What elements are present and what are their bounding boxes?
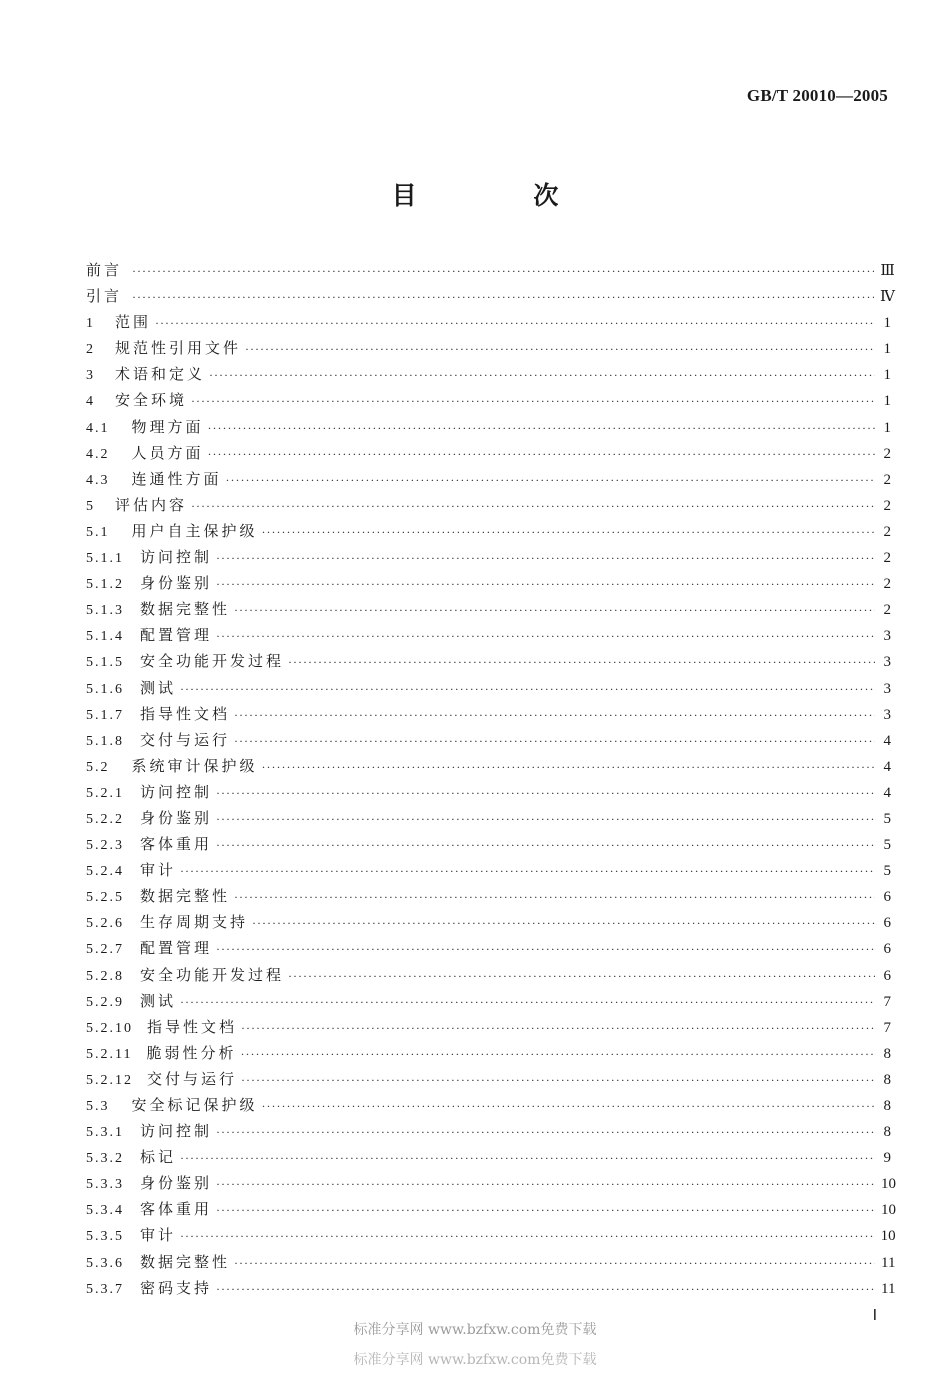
toc-entry-page: 8	[883, 1124, 891, 1141]
toc-entry-title: 交付与运行	[147, 1069, 238, 1088]
toc-entry-page: 3	[883, 654, 891, 671]
toc-entry-page: 6	[883, 915, 891, 932]
toc-entry-title: 交付与运行	[140, 730, 231, 749]
dot-leader	[216, 623, 875, 649]
toc-entry[interactable]	[86, 466, 891, 492]
toc-entry-title: 安全功能开发过程	[140, 965, 285, 984]
table-of-contents	[86, 257, 896, 1301]
toc-entry-page: 9	[883, 1150, 891, 1167]
toc-entry-title: 标记	[140, 1148, 177, 1167]
dot-leader	[216, 832, 875, 858]
dot-leader	[245, 336, 875, 362]
toc-entry-page: 2	[883, 550, 891, 567]
toc-entry[interactable]	[86, 309, 891, 335]
toc-entry-title: 身份鉴别	[140, 574, 213, 593]
toc-entry-page: 6	[883, 967, 891, 984]
toc-entry-number: 5.2.11	[86, 1046, 133, 1062]
dot-leader	[216, 806, 875, 832]
toc-entry[interactable]	[86, 857, 891, 883]
dot-leader	[180, 858, 875, 884]
toc-entry-number: 5.3.6	[86, 1255, 124, 1271]
dot-leader	[180, 1145, 875, 1171]
toc-entry-title: 身份鉴别	[140, 1174, 213, 1193]
toc-entry-number: 5.1	[86, 524, 110, 540]
toc-entry-number: 5.3.1	[86, 1125, 124, 1141]
toc-entry-page: 2	[883, 602, 891, 619]
dot-leader	[180, 676, 875, 702]
toc-entry[interactable]	[86, 648, 891, 674]
toc-entry-title: 规范性引用文件	[115, 339, 242, 358]
toc-entry-page: 5	[883, 837, 891, 854]
toc-entry-number: 5.2.8	[86, 968, 124, 984]
dot-leader	[241, 1041, 876, 1067]
toc-entry[interactable]	[86, 805, 891, 831]
toc-entry-title: 访问控制	[140, 782, 213, 801]
dot-leader	[155, 310, 875, 336]
toc-entry-page: 3	[883, 680, 891, 697]
toc-entry-title: 连通性方面	[131, 469, 222, 488]
dot-leader	[180, 989, 875, 1015]
toc-entry[interactable]	[86, 675, 891, 701]
toc-entry-page: 6	[883, 889, 891, 906]
toc-entry-title: 访问控制	[140, 548, 213, 567]
dot-leader	[209, 362, 875, 388]
dot-leader	[216, 936, 875, 962]
toc-entry-title: 数据完整性	[140, 887, 231, 906]
toc-entry-number: 5.1.1	[86, 551, 124, 567]
toc-entry[interactable]	[86, 1066, 891, 1092]
toc-entry-title: 配置管理	[140, 626, 213, 645]
watermark-text: 标准分享网 www.bzfxw.com免费下载	[353, 1322, 597, 1338]
toc-entry-page: 2	[883, 576, 891, 593]
toc-entry[interactable]	[86, 1092, 891, 1118]
toc-entry-number: 引言	[86, 287, 123, 306]
toc-entry[interactable]	[86, 727, 891, 753]
toc-entry-page: Ⅲ	[880, 263, 895, 279]
toc-entry-page: 1	[883, 341, 891, 358]
toc-entry-page: 7	[883, 993, 891, 1010]
toc-entry-title: 安全环境	[115, 391, 188, 410]
toc-entry-number: 5.2.10	[86, 1020, 133, 1036]
toc-entry[interactable]	[86, 1170, 896, 1196]
toc-entry-page: 10	[881, 1202, 896, 1219]
toc-entry-number: 1	[86, 316, 95, 332]
toc-entry-title: 安全功能开发过程	[140, 652, 285, 671]
toc-entry-title: 生存周期支持	[140, 913, 249, 932]
toc-entry-page: 8	[883, 1071, 891, 1088]
toc-entry-title: 身份鉴别	[140, 808, 213, 827]
toc-entry[interactable]	[86, 988, 891, 1014]
toc-entry-title: 评估内容	[115, 495, 188, 514]
toc-entry[interactable]	[86, 831, 891, 857]
toc-entry-title: 数据完整性	[140, 1252, 231, 1271]
toc-entry-number: 5.2.1	[86, 785, 124, 801]
toc-entry-number: 4.1	[86, 420, 110, 436]
document-code: GB/T 20010—2005	[746, 86, 888, 105]
toc-entry[interactable]	[86, 440, 891, 466]
page-number: Ⅰ	[872, 1308, 877, 1324]
toc-entry-number: 5.2.7	[86, 942, 124, 958]
toc-entry[interactable]	[86, 492, 891, 518]
toc-entry-page: 6	[883, 941, 891, 958]
toc-entry-number: 5.2	[86, 759, 110, 775]
toc-entry-page: 8	[883, 1098, 891, 1114]
toc-entry-page: 11	[881, 1280, 896, 1297]
toc-entry-number: 5.1.7	[86, 707, 124, 723]
toc-entry[interactable]	[86, 361, 891, 387]
toc-entry-page: 3	[883, 628, 891, 645]
toc-entry-number: 前言	[86, 261, 123, 279]
toc-entry[interactable]	[86, 1040, 891, 1066]
toc-entry-page: 10	[880, 1228, 896, 1245]
toc-entry[interactable]	[86, 596, 891, 622]
toc-entry-number: 5.3	[86, 1099, 110, 1114]
dot-leader	[216, 1276, 875, 1302]
toc-entry-number: 5.2.6	[86, 916, 124, 932]
toc-entry[interactable]	[86, 1118, 891, 1144]
dot-leader	[132, 284, 874, 310]
toc-entry-page: 4	[883, 758, 891, 775]
toc-entry-number: 5.1.4	[86, 629, 124, 645]
toc-entry[interactable]	[86, 518, 891, 544]
dot-leader	[234, 702, 875, 728]
toc-entry[interactable]	[86, 779, 891, 805]
toc-entry-title: 安全标记保护级	[131, 1096, 258, 1114]
toc-entry-page: 4	[883, 784, 891, 801]
toc-entry-number: 5.2.5	[86, 890, 124, 906]
toc-entry-number: 5.1.6	[86, 681, 124, 697]
toc-entry-title: 范围	[115, 313, 152, 332]
toc-entry-title: 审计	[140, 1226, 177, 1245]
toc-entry[interactable]	[86, 909, 891, 935]
dot-leader	[241, 1015, 875, 1041]
toc-entry-title: 访问控制	[140, 1122, 213, 1141]
toc-entry-number: 5.2.12	[86, 1072, 133, 1088]
toc-entry-number: 2	[86, 342, 95, 358]
toc-entry-page: 4	[883, 732, 891, 749]
toc-entry[interactable]	[86, 962, 891, 988]
toc-entry-number: 5.2.2	[86, 811, 124, 827]
toc-entry-number: 5	[86, 498, 95, 514]
toc-entry-number: 5.2.4	[86, 864, 124, 880]
toc-entry-title: 审计	[140, 861, 177, 880]
toc-entry[interactable]	[86, 1222, 896, 1248]
page-title: 目 次	[391, 181, 613, 210]
toc-entry[interactable]	[86, 1144, 891, 1170]
toc-entry-title: 人员方面	[131, 443, 204, 462]
dot-leader	[216, 1171, 875, 1197]
toc-entry-number: 4.3	[86, 472, 110, 488]
toc-entry-title: 术语和定义	[115, 365, 206, 384]
toc-entry-number: 5.3.5	[86, 1229, 124, 1245]
toc-entry[interactable]	[86, 544, 891, 570]
toc-entry[interactable]	[86, 883, 891, 909]
toc-entry-number: 3	[86, 368, 95, 384]
dot-leader	[216, 1119, 875, 1145]
toc-entry-number: 5.1.5	[86, 655, 124, 671]
toc-entry[interactable]	[86, 414, 891, 440]
dot-leader	[234, 884, 875, 910]
toc-entry-page: 1	[883, 419, 891, 436]
toc-entry-title: 测试	[140, 991, 177, 1010]
dot-leader	[208, 415, 875, 441]
toc-entry-page: 1	[883, 315, 891, 332]
toc-entry-page: 7	[883, 1019, 891, 1036]
toc-entry[interactable]	[86, 335, 891, 361]
toc-entry-title: 指导性文档	[140, 704, 231, 723]
toc-entry-title: 密码支持	[140, 1278, 213, 1297]
toc-entry-page: 3	[883, 706, 891, 723]
dot-leader	[234, 1250, 875, 1276]
toc-entry[interactable]	[86, 283, 895, 309]
toc-entry[interactable]	[86, 753, 891, 779]
toc-entry-title: 测试	[140, 678, 177, 697]
toc-entry[interactable]	[86, 935, 891, 961]
toc-entry-number: 5.3.4	[86, 1203, 124, 1219]
toc-entry[interactable]	[86, 1249, 896, 1275]
dot-leader	[288, 963, 875, 989]
toc-entry-page: 2	[883, 445, 891, 462]
toc-entry-page: 5	[883, 810, 891, 827]
toc-entry-page: 10	[881, 1176, 896, 1193]
toc-entry-number: 5.2.3	[86, 838, 124, 854]
toc-entry[interactable]	[86, 387, 891, 413]
toc-entry[interactable]	[86, 1196, 896, 1222]
toc-entry[interactable]	[86, 701, 891, 727]
dot-leader	[216, 1197, 875, 1223]
dot-leader	[234, 728, 875, 754]
toc-entry-title: 指导性文档	[147, 1017, 238, 1036]
toc-entry-page: 1	[883, 367, 891, 384]
dot-leader	[226, 467, 875, 493]
toc-entry-title: 物理方面	[131, 417, 204, 436]
toc-entry-page: 8	[883, 1045, 891, 1062]
toc-entry-page: 2	[883, 497, 891, 514]
toc-entry[interactable]	[86, 257, 895, 283]
toc-entry-page: 1	[883, 393, 891, 410]
toc-entry-title: 用户自主保护级	[131, 521, 258, 540]
toc-entry-page: 11	[881, 1254, 896, 1271]
dot-leader	[216, 545, 875, 571]
toc-entry-number: 5.1.2	[86, 577, 124, 593]
dot-leader	[191, 493, 875, 519]
toc-entry-number: 5.1.3	[86, 603, 124, 619]
toc-entry-title: 配置管理	[140, 939, 213, 958]
toc-entry-number: 5.2.9	[86, 994, 124, 1010]
dot-leader	[208, 441, 875, 467]
toc-entry-number: 4	[86, 394, 95, 410]
dot-leader	[216, 780, 875, 806]
dot-leader	[216, 571, 875, 597]
toc-entry-number: 5.1.8	[86, 733, 124, 749]
toc-entry-title: 客体重用	[140, 835, 213, 854]
toc-entry-title: 系统审计保护级	[131, 756, 258, 775]
dot-leader	[241, 1067, 875, 1093]
dot-leader	[132, 258, 874, 284]
dot-leader	[191, 388, 875, 414]
toc-entry[interactable]	[86, 1275, 896, 1301]
toc-entry-page: 2	[883, 523, 891, 540]
dot-leader	[288, 649, 875, 675]
dot-leader	[262, 1093, 875, 1119]
watermark-text-secondary: 标准分享网 www.bzfxw.com免费下载	[353, 1352, 597, 1368]
toc-entry-page: 5	[883, 863, 891, 880]
toc-entry-number: 5.3.2	[86, 1151, 124, 1167]
toc-entry[interactable]	[86, 1014, 891, 1040]
dot-leader	[234, 597, 875, 623]
toc-entry[interactable]	[86, 570, 891, 596]
toc-entry-page: Ⅳ	[879, 289, 895, 306]
toc-entry-number: 4.2	[86, 446, 110, 462]
dot-leader	[262, 519, 875, 545]
toc-entry-number: 5.3.3	[86, 1177, 124, 1193]
toc-entry-page: 2	[883, 471, 891, 488]
toc-entry[interactable]	[86, 622, 891, 648]
toc-entry-title: 脆弱性分析	[146, 1043, 237, 1062]
toc-entry-title: 数据完整性	[140, 600, 231, 619]
dot-leader	[252, 910, 875, 936]
dot-leader	[180, 1223, 875, 1249]
toc-entry-number: 5.3.7	[86, 1281, 124, 1297]
dot-leader	[262, 754, 875, 780]
toc-entry-title: 客体重用	[140, 1200, 213, 1219]
